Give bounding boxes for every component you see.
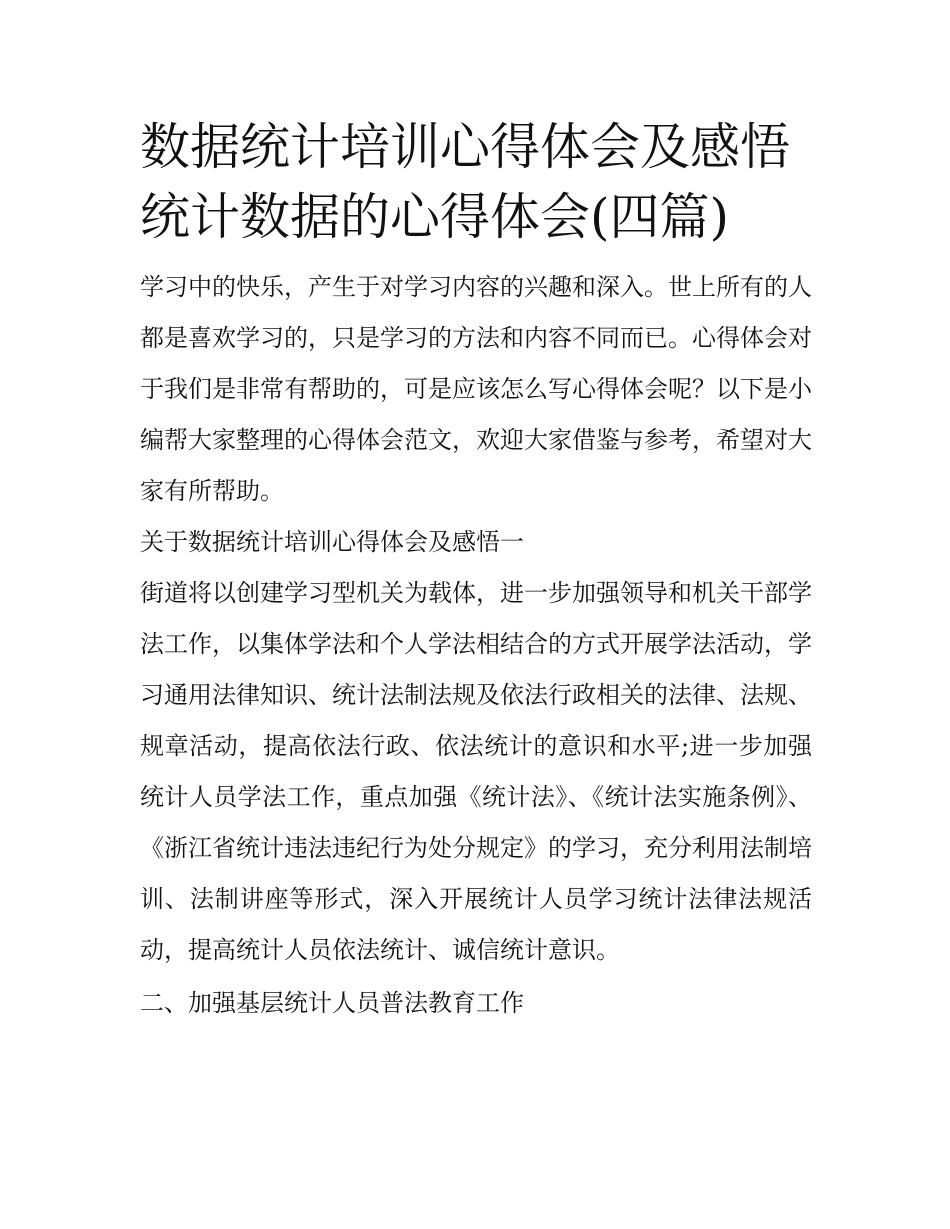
document-title [140, 112, 812, 252]
section-heading-1: 关于数据统计培训心得体会及感悟一 [140, 528, 524, 556]
body-paragraph: 街道将以创建学习型机关为载体，进一步加强领导和机关干部学法工作，以集体学法和个人学法相结合的方式开展学法活动，学习通用法律知识、统计法制法规及依法行政相关的法律、法规、规章活动，提高依法行政、依法统计的意识和水平;进一步加强统计人员学法工作，重点加强《统计法》、《统计法实施条例》、《浙江省统计违法违纪行为处分规定》的学习，充分利用法制培训、法制讲座等形式，深入开展统计人员学习统计法律法规活动，提高统计人员依法统计、诚信统计意识。 [140, 579, 812, 964]
title-line-2: 统计数据的心得体会(四篇) [140, 188, 730, 246]
title-line-1: 数据统计培训心得体会及感悟 [140, 118, 790, 176]
intro-paragraph: 学习中的快乐，产生于对学习内容的兴趣和深入。世上所有的人都是喜欢学习的，只是学习的方法和内容不同而已。心得体会对于我们是非常有帮助的，可是应该怎么写心得体会呢？以下是小编帮大家整理的心得体会范文，欢迎大家借鉴与参考，希望对大家有所帮助。 [140, 273, 812, 505]
section-heading-2: 二、加强基层统计人员普法教育工作 [140, 989, 524, 1017]
document-page [140, 112, 812, 1029]
